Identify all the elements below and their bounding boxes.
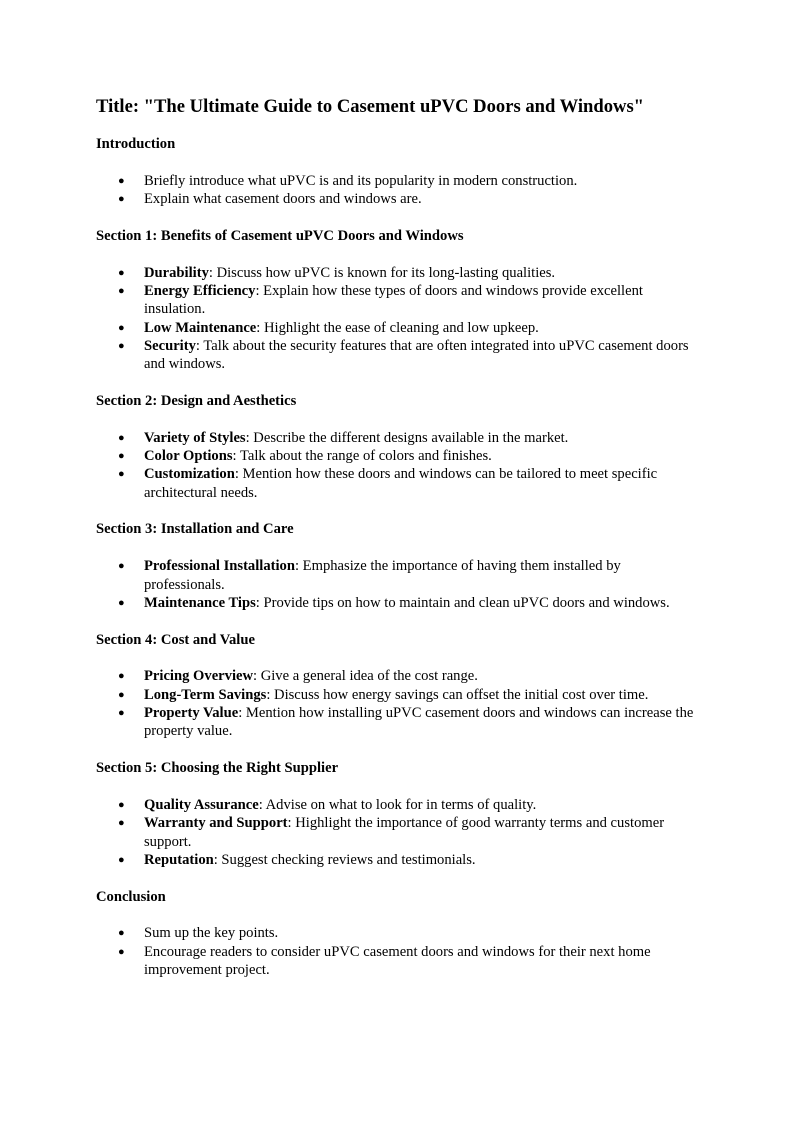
- document-title: Title: "The Ultimate Guide to Casement uPVC Doors and Windows": [96, 96, 645, 117]
- bullet-list: [96, 172, 704, 209]
- list-item: [96, 851, 704, 869]
- list-item: [96, 814, 704, 851]
- item-text: : Provide tips on how to maintain and clean uPVC doors and windows.: [255, 594, 670, 611]
- item-text: : Explain how these types of doors and windows provide excellent insulation.: [144, 282, 643, 318]
- bullet-icon: ●: [118, 284, 125, 297]
- section-heading: Section 3: Installation and Care: [96, 521, 294, 538]
- item-text: Sum up the key points.: [144, 925, 279, 942]
- item-term: Professional Installation: [144, 558, 295, 575]
- list-item: [96, 264, 704, 282]
- list-item: [96, 704, 704, 741]
- list-item: [96, 337, 704, 374]
- list-item: [96, 667, 704, 685]
- list-item: [96, 796, 704, 814]
- list-item: [96, 429, 704, 447]
- list-item: [96, 557, 704, 594]
- item-text: : Advise on what to look for in terms of quality.: [258, 796, 537, 813]
- bullet-icon: ●: [118, 174, 125, 187]
- item-term: Customization: [144, 466, 235, 483]
- section-heading: Section 2: Design and Aesthetics: [96, 392, 297, 409]
- section-heading: Introduction: [96, 136, 176, 152]
- item-term: Durability: [144, 264, 209, 281]
- item-text: Encourage readers to consider uPVC casement doors and windows for their next home improvement project.: [144, 943, 651, 978]
- list-item: [96, 943, 704, 980]
- item-term: Security: [144, 337, 196, 354]
- bullet-icon: ●: [118, 266, 125, 279]
- bullet-icon: ●: [118, 688, 125, 701]
- bullet-icon: ●: [118, 853, 125, 866]
- item-term: Reputation: [144, 851, 214, 868]
- item-text: : Give a general idea of the cost range.: [253, 668, 478, 685]
- document-body: [96, 135, 704, 979]
- bullet-list: [96, 429, 704, 502]
- bullet-list: [96, 924, 704, 979]
- item-text: : Talk about the range of colors and finishes.: [232, 448, 492, 465]
- item-text: : Suggest checking reviews and testimonials.: [213, 851, 476, 868]
- item-text: : Describe the different designs available in the market.: [245, 429, 569, 446]
- item-term: Long-Term Savings: [144, 686, 267, 703]
- bullet-icon: ●: [118, 193, 125, 206]
- list-item: [96, 686, 704, 704]
- section-heading: Section 1: Benefits of Casement uPVC Doors and Windows: [96, 227, 464, 244]
- bullet-icon: ●: [118, 945, 125, 958]
- bullet-icon: ●: [118, 670, 125, 683]
- item-text: : Discuss how uPVC is known for its long-lasting qualities.: [208, 264, 556, 281]
- item-term: Color Options: [144, 448, 233, 465]
- bullet-list: [96, 796, 704, 869]
- item-text: : Talk about the security features that are often integrated into uPVC casement doors and windows.: [144, 337, 689, 373]
- list-item: [96, 282, 704, 319]
- item-term: Property Value: [144, 705, 239, 722]
- list-item: [96, 190, 704, 208]
- bullet-icon: ●: [118, 468, 125, 481]
- bullet-icon: ●: [118, 927, 125, 940]
- item-term: Pricing Overview: [144, 668, 254, 685]
- bullet-icon: ●: [118, 707, 125, 720]
- bullet-icon: ●: [118, 339, 125, 352]
- list-item: [96, 172, 704, 190]
- item-text: : Mention how these doors and windows can be tailored to meet specific architectural needs.: [144, 466, 658, 501]
- item-term: Variety of Styles: [144, 429, 246, 446]
- item-text: Explain what casement doors and windows are.: [144, 191, 422, 208]
- bullet-icon: ●: [118, 450, 125, 463]
- list-item: [96, 319, 704, 337]
- list-item: [96, 465, 704, 502]
- list-item: [96, 924, 704, 942]
- bullet-icon: ●: [118, 431, 125, 444]
- bullet-icon: ●: [118, 596, 125, 609]
- list-item: [96, 594, 704, 612]
- bullet-icon: ●: [118, 321, 125, 334]
- bullet-list: [96, 264, 704, 374]
- bullet-icon: ●: [118, 560, 125, 573]
- bullet-list: [96, 557, 704, 612]
- item-term: Low Maintenance: [144, 319, 257, 336]
- item-text: : Mention how installing uPVC casement doors and windows can increase the property value.: [144, 705, 694, 740]
- item-term: Maintenance Tips: [144, 594, 256, 611]
- bullet-icon: ●: [118, 817, 125, 830]
- section-heading: Conclusion: [96, 888, 166, 905]
- section-heading: Section 5: Choosing the Right Supplier: [96, 760, 339, 777]
- item-term: Quality Assurance: [144, 796, 259, 813]
- list-item: [96, 447, 704, 465]
- item-term: Energy Efficiency: [144, 282, 256, 299]
- item-text: Briefly introduce what uPVC is and its popularity in modern construction.: [144, 172, 578, 189]
- item-text: : Highlight the importance of good warranty terms and customer support.: [144, 815, 665, 850]
- bullet-list: [96, 667, 704, 740]
- item-text: : Emphasize the importance of having them installed by professionals.: [144, 558, 621, 593]
- item-term: Warranty and Support: [144, 815, 288, 832]
- item-text: : Discuss how energy savings can offset the initial cost over time.: [266, 686, 649, 703]
- section-heading: Section 4: Cost and Value: [96, 631, 255, 648]
- bullet-icon: ●: [118, 798, 125, 811]
- item-text: : Highlight the ease of cleaning and low upkeep.: [256, 319, 539, 336]
